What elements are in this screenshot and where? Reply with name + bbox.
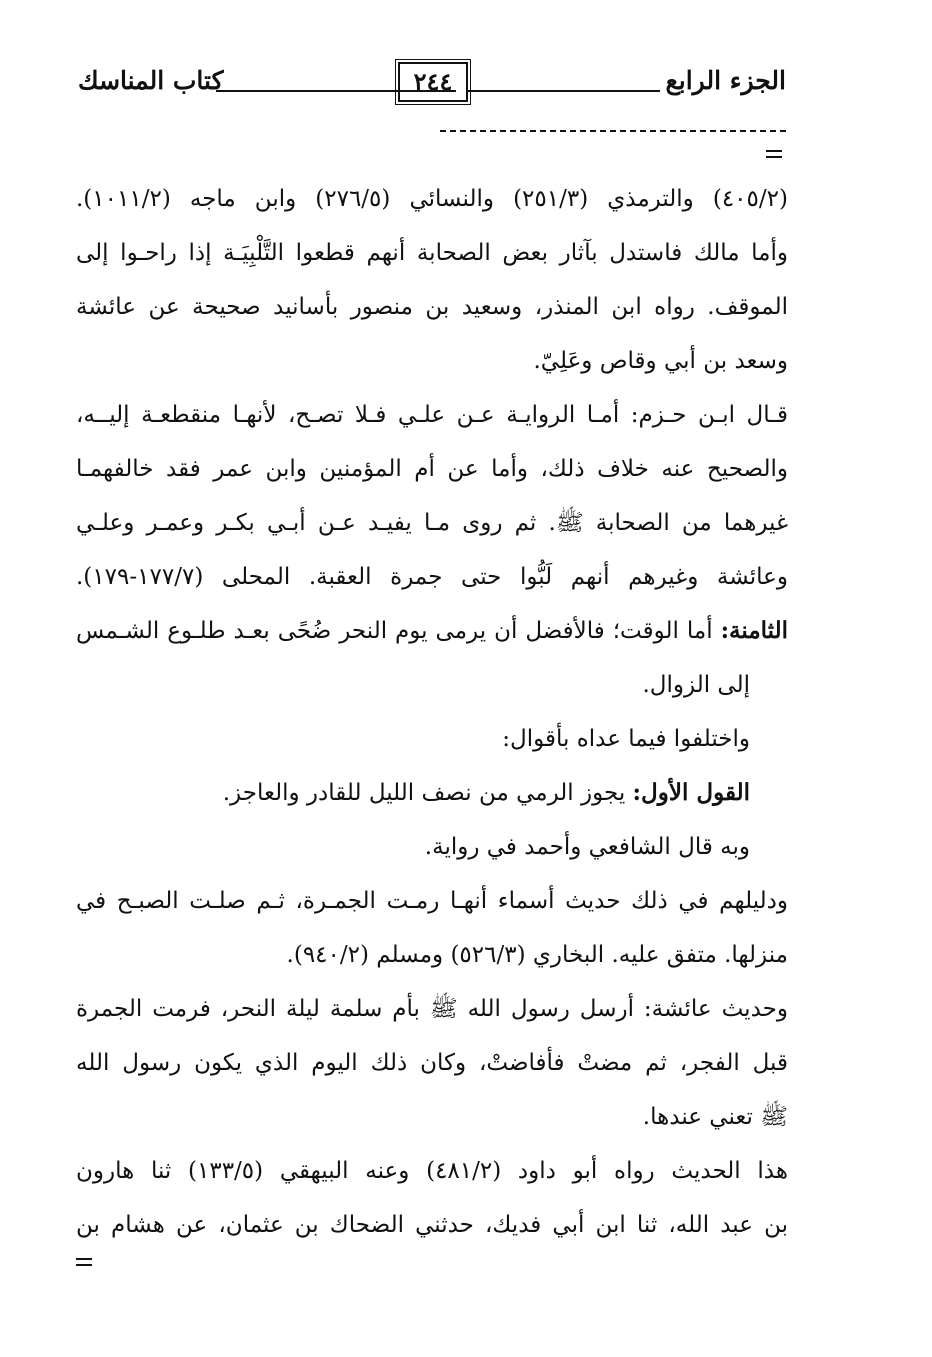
text-line: واختلفوا فيما عداه بأقوال: — [502, 726, 750, 752]
page-body — [76, 172, 788, 1252]
text-line: وبه قال الشافعي وأحمد في رواية. — [424, 834, 750, 860]
section-heading: القول الأول: — [632, 779, 750, 806]
text-line: وحديث عائشة: أرسل رسول الله ﷺ بأم سلمة ليلة النحر، فرمت الجمرة — [76, 996, 788, 1022]
text-line: إلى الزوال. — [642, 672, 750, 698]
text-line: هذا الحديث رواه أبو داود (٤٨١/٢) وعنه البيهقي (١٣٣/٥) ثنا هارون — [76, 1158, 788, 1184]
text-line: وأما مالك فاستدل بآثار بعض الصحابة أنهم قطعوا التَّلْبِيَـة إذا راحـوا إلى — [76, 240, 788, 266]
text-line: والصحيح عنه خلاف ذلك، وأما عن أم المؤمنين وابن عمر فقد خالفهمـا — [76, 456, 788, 482]
text-line: (٤٠٥/٢) والترمذي (٢٥١/٣) والنسائي (٢٧٦/٥) وابن ماجه (١٠١١/٢). — [76, 186, 788, 212]
text-line: غيرهما من الصحابة ﷺ. ثم روى مـا يفيـد عـن أبـي بكـر وعمـر وعلـي — [76, 510, 788, 536]
text-line: قـال ابـن حـزم: أمـا الروايـة عـن علـي فـلا تصـح، لأنهـا منقطعـة إليــه، — [76, 402, 788, 428]
header-rule-left — [216, 90, 456, 92]
book-title: كتاب المناسك — [78, 66, 224, 95]
text-line: ودليلهم في ذلك حديث أسماء أنهـا رمـت الجمـرة، ثـم صلـت الصبـح في — [76, 888, 788, 914]
footnote-separator — [440, 130, 786, 132]
text-line: وعائشة وغيرهم أنهم لَبُّوا حتى جمرة العقبة. المحلى (١٧٧/٧-١٧٩). — [76, 564, 788, 590]
volume-title: الجزء الرابع — [665, 66, 786, 95]
continuation-mark-bottom — [76, 1258, 92, 1266]
continuation-mark-top — [766, 150, 782, 158]
text-line: ﷺ تعني عندها. — [642, 1104, 788, 1130]
text-line: قبل الفجر، ثم مضتْ فأفاضتْ، وكان ذلك اليوم الذي يكون رسول الله — [76, 1050, 788, 1076]
page-number: ٢٤٤ — [398, 62, 468, 102]
page-header — [78, 58, 786, 104]
text-line: منزلها. متفق عليه. البخاري (٥٢٦/٣) ومسلم (٩٤٠/٢). — [286, 942, 788, 968]
section-heading: الثامنة: — [720, 617, 788, 644]
text-line: الثامنة: أما الوقت؛ فالأفضل أن يرمى يوم النحر ضُحًى بعـد طلـوع الشـمس — [76, 617, 788, 644]
text-line: بن عبد الله، ثنا ابن أبي فديك، حدثني الضحاك بن عثمان، عن هشام بن — [76, 1212, 788, 1238]
header-rule-right — [466, 90, 660, 92]
text-line: الموقف. رواه ابن المنذر، وسعيد بن منصور بأسانيد صحيحة عن عائشة — [76, 294, 788, 320]
text-line: وسعد بن أبي وقاص وعَلِيّ. — [533, 348, 788, 374]
text-line: القول الأول: يجوز الرمي من نصف الليل للقادر والعاجز. — [222, 779, 750, 806]
